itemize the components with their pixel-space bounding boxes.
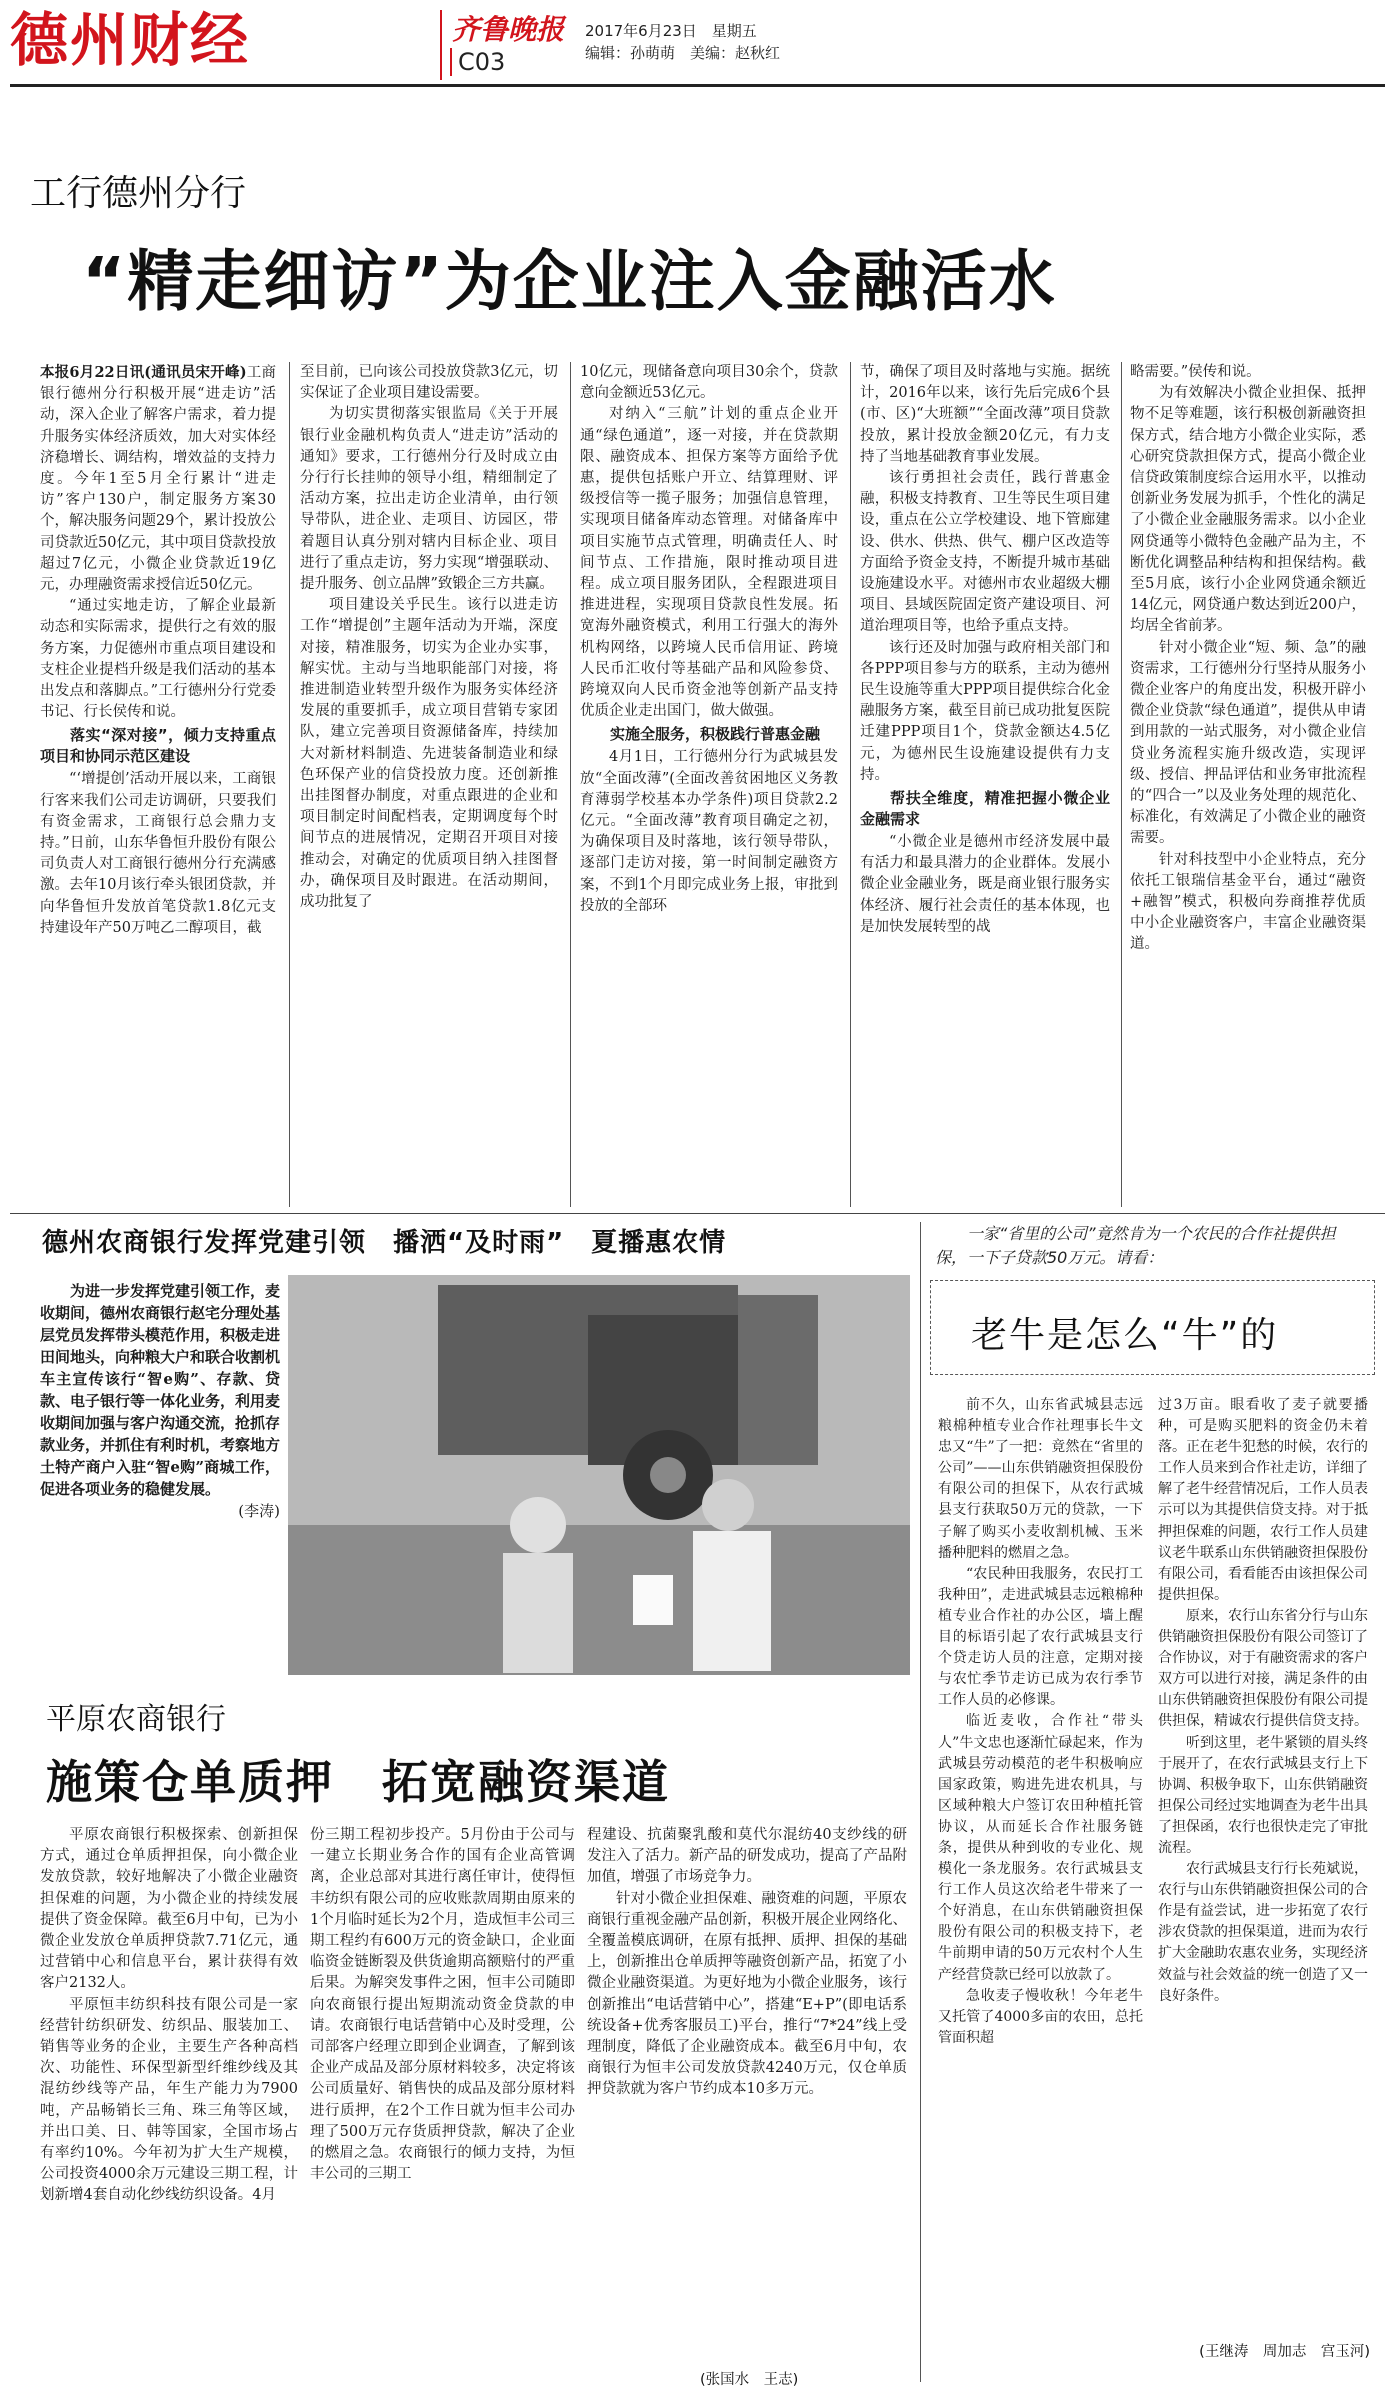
paragraph: 至目前，已向该公司投放贷款3亿元，切实保证了企业项目建设需要。: [300, 364, 558, 402]
paragraph: 份三期工程初步投产。5月份由于公司与一建立长期业务合作的国有企业高管调离，企业总部对其进行离任审计，使得恒丰纺织有限公司的应收账款周期由原来的1个月临时延长为2个月，造成恒丰公司三期工程约有600万元的资金缺口，企业面临资金链断裂及供货逾期高额赔付的严重后果。为解突发事件之困，恒丰公司随即向农商银行提出短期流动资金贷款的申请。农商银行电话营销中心及时受理，公司部客户经理立即到企业调查，了解到该企业产成品及部分原材料较多，决定将该公司质量好、销售快的成品及部分原材料进行质押，在2个工作日就为恒丰公司办理了500万元存货质押贷款，解决了企业的燃眉之急。农商银行的倾力支持，为恒丰公司的三期工: [310, 1827, 575, 2183]
subheading: 实施全服务，积极践行普惠金融: [610, 725, 821, 744]
paragraph: “小微企业是德州市经济发展中最有活力和最具潜力的企业群体。发展小微企业金融业务，既是商业银行服务实体经济、履行社会责任的基本体现，也是加快发展转型的战: [860, 834, 1110, 935]
paragraph: 程建设、抗菌聚乳酸和莫代尔混纺40支纱线的研发注入了活力。新产品的研发成功，提高了产品附加值，增强了市场竞争力。: [587, 1827, 907, 1886]
paragraph: “农民种田我服务，农民打工我种田”，走进武城县志远粮棉种植专业合作社的办公区，墙上醒目的标语引起了农行武城县支行个贷走访人员的注意，定期对接与农忙季节走访已成为农行季节工作人员的必修课。: [938, 1565, 1143, 1709]
article1-col5: [1130, 362, 1366, 1212]
article1-col2: [300, 362, 558, 1212]
paragraph: “通过实地走访，了解企业最新动态和实际需求，提供行之有效的服务方案，力促德州市重点项目建设和支柱企业提档升级是我们活动的基本出发点和落脚点。”工行德州分行党委书记、行长侯传和说。: [40, 598, 276, 721]
paragraph: 平原恒丰纺织科技有限公司是一家经营针纺织研发、纺织品、服装加工、销售等业务的企业，主要生产各种高档次、功能性、环保型新型纤维纱线及其混纺纱线等产品，年生产能力为7900吨，产品畅销长三角、珠三角等区域，并出口美、日、韩等国家，全国市场占有率约10%。今年初为扩大生产规模，公司投资4000余万元建设三期工程，计划新增4套自动化纱线纺织设备。4月: [40, 1996, 298, 2204]
paragraph: 急收麦子慢收秋！今年老牛又托管了4000多亩的农田，总托管面积超: [938, 1987, 1143, 2046]
paragraph: [40, 1280, 280, 1520]
page-number: C03: [450, 48, 505, 76]
article3-credit: (张国水 王志): [700, 2372, 799, 2388]
newspaper-brand: 齐鲁晚报: [452, 13, 565, 46]
header-divider: [440, 10, 442, 80]
article3-col2: [310, 1825, 575, 2385]
paragraph: 对纳入“三航”计划的重点企业开通“绿色通道”，逐一对接，并在贷款期限、融资成本、担保方案等方面给予优惠，提供包括账户开立、结算理财、评级授信等一揽子服务；加强信息管理，实现项目储备库动态管理。对储备库中项目实施节点式管理，明确责任人、时间节点、工作措施，限时推动项目进程。成立项目服务团队，全程跟进项目推进进程，实现项目贷款良性发展。拓宽海外融资模式，利用工行强大的海外机构网络，以跨境人民币信用证、跨境人民币汇收付等基础产品和风险参贷、跨境双向人民币资金池等创新产品支持优质企业走出国门，做大做强。: [580, 406, 838, 720]
paragraph: “‘增提创’活动开展以来，工商银行客来我们公司走访调研，只要我们有资金需求，工商银行总会鼎力支持。”日前，山东华鲁恒升股份有限公司负责人对工商银行德州分行充满感激。去年10月该行牵头银团贷款，并向华鲁恒升发放首笔贷款1.8亿元支持建设年产50万吨乙二醇项目，截: [40, 771, 276, 936]
paragraph: 农行武城县支行行长苑斌说，农行与山东供销融资担保公司的合作是有益尝试，进一步拓宽了农行涉农贷款的担保渠道，进而为农行扩大金融助农惠农业务，实现经济效益与社会效益的统一创造了又一良好条件。: [1158, 1861, 1368, 2004]
paragraph: 临近麦收，合作社“带头人”牛文忠也逐渐忙碌起来，作为武城县劳动模范的老牛积极响应国家政策，购进先进农机具，与区域种粮大户签订农田种植托管协议，从而延长合作社服务链条，提供从种到收的专业化、规模化一条龙服务。农行武城县支行工作人员这次给老牛带来了一个好消息，在山东供销融资担保股份有限公司的积极支持下，老牛前期申请的50万元农村个人生产经营贷款已经可以放款了。: [938, 1713, 1143, 1983]
paragraph: 平原农商银行积极探索、创新担保方式，通过仓单质押担保，向小微企业发放贷款，较好地解决了小微企业融资担保难的问题，为小微企业的持续发展提供了资金保障。截至6月中旬，已为小微企业发放仓单质押贷款7.71亿元，通过营销中心和信息平台，累计获得有效客户2132人。: [40, 1827, 298, 1992]
paragraph: 该行勇担社会责任，践行普惠金融，积极支持教育、卫生等民生项目建设，重点在公立学校建设、地下管廊建设、供水、供热、供气、棚户区改造等方面给予资金支持，不断提升城市基础设施建设水平。对德州市农业超级大棚项目、县域医院固定资产建设项目、河道治理项目等，也给予重点支持。: [860, 470, 1110, 635]
article4-headline-box: [930, 1280, 1375, 1375]
paragraph: 针对小微企业担保难、融资难的问题，平原农商银行重视金融产品创新，积极开展企业网络化、全覆盖模底调研，在原有抵押、质押、担保的基础上，创新推出仓单质押等融资创新产品，拓宽了小微企业融资渠道。为更好地为小微企业服务，该行创新推出“电话营销中心”，搭建“E+P”(即电话系统设备+优秀客服员工)平台，推行“7*24”线上受理制度，降低了企业融资成本。截至6月中旬，农商银行为恒丰公司发放贷款4240万元，仅仓单质押贷款就为客户节约成本10多万元。: [587, 1890, 907, 2098]
paragraph: 工商银行德州分行积极开展“进走访”活动，深入企业了解客户需求，着力提升服务实体经济质效，加大对实体经济稳增长、调结构，增效益的支持力度。今年1至5月全行累计“进走访”客户130户，制定服务方案30个，解决服务问题29个，累计投放公司贷款近50亿元，其中项目贷款投放超过7亿元，小微企业贷款近19亿元，办理融资需求授信近50亿元。: [40, 365, 276, 594]
article2-credit: (李涛): [238, 1502, 280, 1520]
article2-headline: 德州农商银行发挥党建引领 播洒“及时雨” 夏播惠农情: [42, 1228, 727, 1258]
article4-credit: (王继涛 周加志 宫玉河): [1199, 2344, 1370, 2360]
paragraph: 10亿元，现储备意向项目30余个，贷款意向金额近53亿元。: [580, 364, 838, 402]
paragraph: 项目建设关乎民生。该行以进走访工作“增提创”主题年活动为开端，深度对接，精准服务，切实为企业办实事，解实忧。主动与当地职能部门对接，将推进制造业转型升级作为服务实体经济发展的重要抓手，成立项目营销专家团队，建立完善项目资源储备库，持续加大对新材料制造、先进装备制造业和绿色环保产业的信贷投放力度。还创新推出挂图督办制度，对重点跟进的企业和项目制定时间配档表，定期调度每个时间节点的进展情况，定期召开项目对接推动会，对确定的优质项目纳入挂图督办，确保项目及时跟进。在活动期间，成功批复了: [300, 597, 558, 911]
paragraph: 4月1日，工行德州分行为武城县发放“全面改薄”(全面改善贫困地区义务教育薄弱学校基本办学条件)项目贷款2.2亿元。“全面改薄”教育项目确定之初，为确保项目及时落地，该行领导带队，逐部门走访对接，第一时间制定融资方案，不到1个月即完成业务上报，审批到投放的全部环: [580, 749, 838, 914]
paragraph: 听到这里，老牛紧锁的眉头终于展开了，在农行武城县支行上下协调、积极争取下，山东供销融资担保公司经过实地调查为老牛出具了担保函，农行也很快走完了审批流程。: [1158, 1734, 1368, 1856]
article3-col1: [40, 1825, 298, 2385]
article1-kicker: 工行德州分行: [30, 173, 247, 214]
issue-date: 2017年6月23日 星期五: [585, 22, 757, 40]
section-title: 德州财经: [10, 6, 251, 74]
paragraph: 针对小微企业“短、频、急”的融资需求，工行德州分行坚持从服务小微企业客户的角度出发，积极开辟小微企业贷款“绿色通道”，提供从申请到用款的一站式服务，对小微企业信贷业务流程实施升级改造，实现评级、授信、押品评估和业务审批流程的“四合一”以及业务处理的规范化、标准化，有效满足了小微企业的融资需要。: [1130, 639, 1366, 847]
article1-col3: [580, 362, 838, 1212]
combine-harvester-photo: [288, 1275, 910, 1675]
article1-headline: “精走细访”为企业注入金融活水: [82, 243, 1057, 320]
paragraph: 前不久，山东省武城县志远粮棉种植专业合作社理事长牛文忠又“牛”了一把：竟然在“省里的公司”——山东供销融资担保股份有限公司的担保下，从农行武城县支行获取50万元的贷款，一下子解了购买小麦收割机械、玉米播种肥料的燃眉之急。: [938, 1397, 1143, 1561]
column-divider: [289, 362, 290, 1207]
paragraph: 为有效解决小微企业担保、抵押物不足等难题，该行积极创新融资担保方式，结合地方小微企业实际，悉心研究贷款担保方式，提高小微企业信贷政策制度综合运用水平，以推动创新业务发展为抓手，个性化的满足了小微企业金融服务需求。以小企业网贷通等小微特色金融产品为主，不断优化调整品种结构和担保结构。截至5月底，该行小企业网贷通余额近14亿元，网贷通户数达到近200户，均居全省前茅。: [1130, 385, 1366, 635]
article2-body: [40, 1280, 280, 1660]
paragraph: 为切实贯彻落实银监局《关于开展银行业金融机构负责人“进走访”活动的通知》要求，工行德州分行及时成立由分行行长挂帅的领导小组，精细制定了活动方案，拉出走访企业清单，由行领导带队，进企业、走项目、访园区，带着题目认真分别对辖内目标企业、项目进行了重点走访，努力实现“增强联动、提升服务、创立品牌”致锻企三方共赢。: [300, 406, 558, 593]
column-divider: [1121, 362, 1122, 1207]
article1-col4: [860, 362, 1110, 1212]
article3-kicker: 平原农商银行: [46, 1702, 226, 1737]
article4-deck: 一家“省里的公司”竟然肯为一个农民的合作社提供担保，一下子贷款50万元。请看：: [935, 1224, 1336, 1267]
header-rule: [10, 84, 1385, 87]
article2-photo: [288, 1275, 910, 1675]
paragraph: 原来，农行山东省分行与山东供销融资担保股份有限公司签订了合作协议，对于有融资需求的客户双方可以进行对接，满足条件的由山东供销融资担保股份有限公司提供担保，精诚农行提供信贷支持。: [1158, 1607, 1368, 1730]
article3-headline: 施策仓单质押 拓宽融资渠道: [46, 1755, 670, 1809]
editor-credit: 编辑：孙萌萌 美编：赵秋红: [585, 44, 781, 62]
article1-col1: [40, 362, 276, 1212]
column-divider: [570, 362, 571, 1207]
article1-dateline: 本报6月22日讯(通讯员宋开峰): [40, 364, 247, 381]
subheading: 帮扶全维度，精准把握小微企业金融需求: [860, 789, 1110, 829]
article4-col2: [1158, 1395, 1368, 2340]
article4-headline: 老牛是怎么“牛”的: [971, 1315, 1279, 1356]
article4-col1: [938, 1395, 1143, 2375]
section-rule: [10, 1213, 1385, 1214]
article2-text: 为进一步发挥党建引领工作，麦收期间，德州农商银行赵宅分理处基层党员发挥带头模范作用，积极走进田间地头，向种粮大户和联合收割机车主宣传该行“智e购”、存款、贷款、电子银行等一体化业务，利用麦收期间加强与客户沟通交流，抢抓存款业务，并抓住有利时机，考察地方土特产商户入驻“智e购”商城工作，促进各项业务的稳健发展。: [40, 1282, 280, 1498]
column-divider: [920, 1222, 921, 2382]
paragraph: 该行还及时加强与政府相关部门和各PPP项目参与方的联系，主动为德州民生设施等重大PPP项目提供综合化金融服务方案，截至目前已成功批复医院迁建PPP项目1个，贷款金额达4.5亿元，为德州民生设施建设提供有力支持。: [860, 639, 1110, 783]
paragraph: 略需要。”侯传和说。: [1130, 364, 1261, 380]
paragraph: 针对科技型中小企业特点，充分依托工银瑞信基金平台，通过“融资+融智”模式，积极向券商推荐优质中小企业融资客户，丰富企业融资渠道。: [1130, 851, 1366, 953]
article3-col3: [587, 1825, 907, 2370]
column-divider: [850, 362, 851, 1207]
paragraph: 过3万亩。眼看收了麦子就要播种，可是购买肥料的资金仍未着落。正在老牛犯愁的时候，农行的工作人员来到合作社走访，详细了解了老牛经营情况后，工作人员表示可以为其提供信贷支持。对于抵押担保难的问题，农行工作人员建议老牛联系山东供销融资担保股份有限公司，看看能否由该担保公司提供担保。: [1158, 1397, 1368, 1603]
paragraph: 节，确保了项目及时落地与实施。据统计，2016年以来，该行先后完成6个县(市、区)“大班额”“全面改薄”项目贷款投放，累计投放金额20亿元，有力支持了当地基础教育事业发展。: [860, 364, 1110, 465]
subheading: 落实“深对接”，倾力支持重点项目和协同示范区建设: [40, 726, 276, 766]
